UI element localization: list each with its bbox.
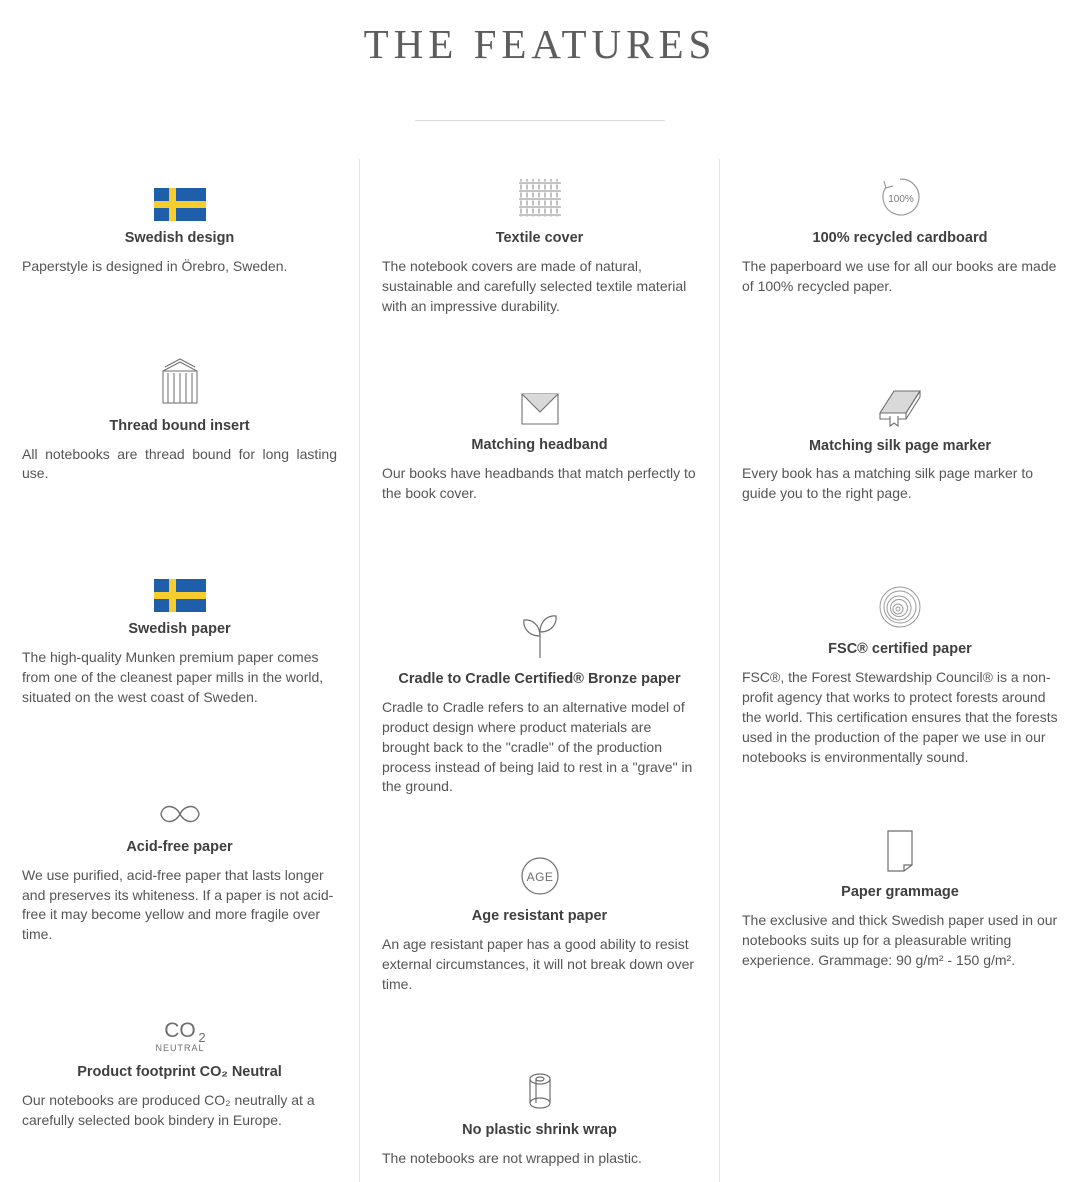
feature-recycled-cardboard (742, 159, 1058, 305)
feature-fsc-certified-paper (742, 570, 1058, 775)
feature-body: FSC®, the Forest Stewardship Council® is a non-profit agency that works to protect forests around the world. This certification ensures that the forests used in the production of the paper we use in our notebooks is environmentally sound. (742, 669, 1058, 765)
feature-swedish-design (22, 159, 337, 285)
title-divider (415, 120, 665, 121)
svg-text:NEUTRAL: NEUTRAL (154, 1043, 205, 1054)
feature-body: The notebooks are not wrapped in plastic. (382, 1149, 642, 1166)
feature-title: Age resistant paper (471, 908, 608, 925)
feature-body: Cradle to Cradle refers to an alternative model of product design where product materials are brought back to the "cradle" of the production process instead of being laid to rest in a "grave" in the ground. (382, 698, 693, 795)
page-title: THE FEATURES (363, 21, 717, 67)
svg-text:100%: 100% (888, 194, 914, 205)
feature-title: No plastic shrink wrap (462, 1121, 617, 1138)
svg-text:AGE: AGE (526, 870, 553, 885)
feature-silk-page-marker (742, 367, 1058, 513)
feature-textile-cover (382, 159, 697, 324)
feature-title: Thread bound insert (109, 417, 250, 434)
feature-acid-free-paper (22, 768, 337, 953)
feature-age-resistant-paper (382, 837, 697, 1002)
feature-swedish-paper (22, 550, 337, 715)
feature-title: 100% recycled cardboard (812, 230, 988, 246)
leaf-icon (382, 600, 697, 662)
feature-body: The paperboard we use for all our books are made of 100% recycled paper. (742, 257, 1057, 294)
svg-text:2: 2 (197, 1030, 206, 1046)
feature-cradle-to-cradle (382, 600, 697, 805)
feature-body: Our books have headbands that match perfectly to the book cover. (382, 465, 696, 502)
silk-page-marker-icon (742, 367, 1058, 429)
feature-title: FSC® certified paper (828, 641, 972, 658)
age-resistant-icon (382, 837, 697, 899)
feature-title: Cradle to Cradle Certified® Bronze paper (398, 671, 681, 688)
feature-body: The high-quality Munken premium paper comes from one of the cleanest paper mills in the world, situated on the west coast of Sweden. (22, 649, 324, 705)
features-grid (0, 159, 1080, 1182)
thread-bound-insert-icon (22, 347, 337, 409)
swedish-flag-icon (22, 550, 337, 612)
features-column-2 (360, 159, 720, 1182)
feature-title: Swedish paper (128, 621, 231, 638)
feature-title: Acid-free paper (126, 838, 233, 855)
feature-title: Paper grammage (841, 884, 959, 901)
infinity-icon (22, 768, 337, 830)
fsc-tree-rings-icon (742, 570, 1058, 632)
feature-title: Matching headband (471, 437, 608, 454)
feature-matching-headband (382, 366, 697, 512)
paper-sheet-icon (742, 813, 1058, 875)
feature-title: Matching silk page marker (808, 437, 992, 454)
no-shrink-wrap-icon (382, 1051, 697, 1113)
feature-body: The exclusive and thick Swedish paper used in our notebooks suits up for a pleasurable writing experience. Grammage: 90 g/m² - 150 g/m². (742, 912, 1058, 968)
feature-title: Swedish design (124, 230, 235, 246)
feature-body: All notebooks are thread bound for long lasting use. (22, 445, 337, 482)
feature-body: An age resistant paper has a good ability to resist external circumstances, it will not break down over time. (382, 936, 695, 992)
feature-body: The notebook covers are made of natural, sustainable and carefully selected textile material with an impressive durability. (382, 257, 687, 314)
feature-title: Textile cover (495, 230, 584, 246)
recycled-100-icon (742, 159, 1058, 221)
svg-text:CO: CO (163, 1019, 196, 1043)
feature-body: Paperstyle is designed in Örebro, Sweden. (22, 257, 288, 274)
feature-co2-neutral (22, 993, 337, 1139)
feature-thread-bound-insert (22, 347, 337, 493)
headband-icon (382, 366, 697, 428)
feature-no-shrink-wrap (382, 1051, 697, 1177)
feature-body: Our notebooks are produced CO₂ neutrally at a carefully selected book bindery in Europe. (22, 1091, 315, 1128)
textile-weave-icon (382, 159, 697, 221)
swedish-flag-icon (22, 159, 337, 221)
features-column-3 (720, 159, 1080, 1182)
feature-paper-grammage (742, 813, 1058, 978)
co2-neutral-icon (22, 993, 337, 1055)
feature-body: Every book has a matching silk page marker to guide you to the right page. (742, 465, 1034, 502)
feature-body: We use purified, acid-free paper that lasts longer and preserves its whiteness. If a paper is not acid-free it may become yellow and more fragile over time. (22, 866, 334, 943)
features-column-1 (0, 159, 360, 1182)
feature-title: Product footprint CO₂ Neutral (77, 1064, 282, 1081)
